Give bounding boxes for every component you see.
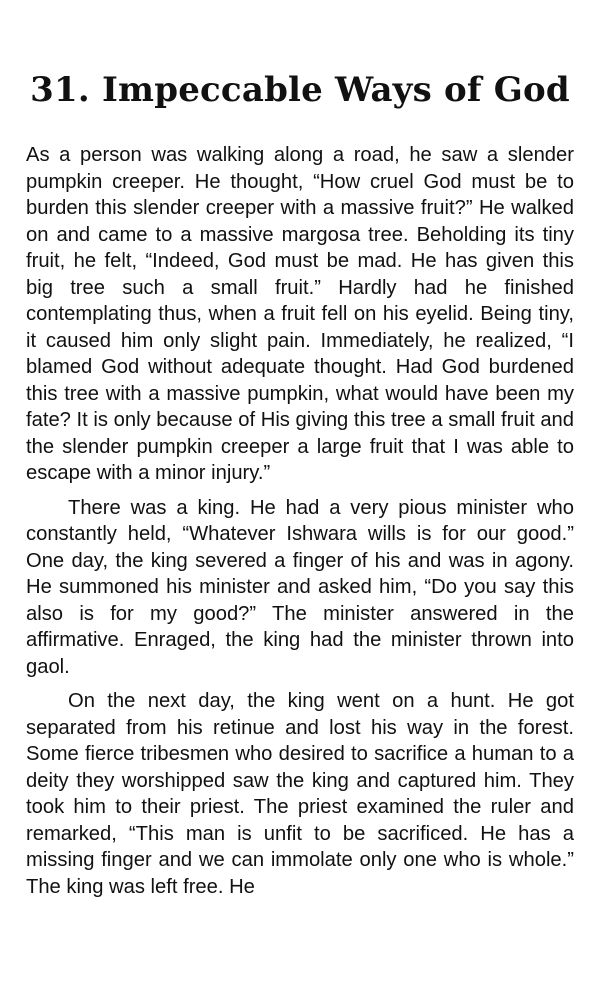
chapter-title: 31. Impeccable Ways of God	[30, 70, 570, 110]
chapter-body	[26, 142, 574, 900]
paragraph-king-minister: There was a king. He had a very pious minister who constantly held, “Whatever Ishwara wills is for our good.” One day, the king severed a finger of his and was in agony. He summoned his minister and asked him, “Do you say this also is for my good?” The minister answered in the affirmative. Enraged, the king had the minister thrown into gaol.	[26, 496, 574, 678]
paragraph-king-hunt: On the next day, the king went on a hunt. He got separated from his retinue and lost his way in the forest. Some fierce tribesmen who desired to sacrifice a human to a deity they worshipped saw the king and captured him. They took him to their priest. The priest examined the ruler and remarked, “This man is unfit to be sacrificed. He has a missing finger and we can immolate only one who is whole.” The king was left free. He	[26, 690, 574, 898]
paragraph-pumpkin-creeper: As a person was walking along a road, he saw a slender pumpkin creeper. He thought, “How cruel God must be to burden this slender creeper with a massive fruit?” He walked on and came to a massive margosa tree. Beholding its tiny fruit, he felt, “Indeed, God must be mad. He has given this big tree such a small fruit.” Hardly had he finished contemplating thus, when a fruit fell on his eyelid. Being tiny, it caused him only slight pain. Immediately, he realized, “I blamed God without adequate thought. Had God burdened this tree with a massive pumpkin, what would have been my fate? It is only because of His giving this tree a small fruit and the slender pumpkin creeper a large fruit that I was able to escape with a minor injury.”	[26, 144, 574, 484]
